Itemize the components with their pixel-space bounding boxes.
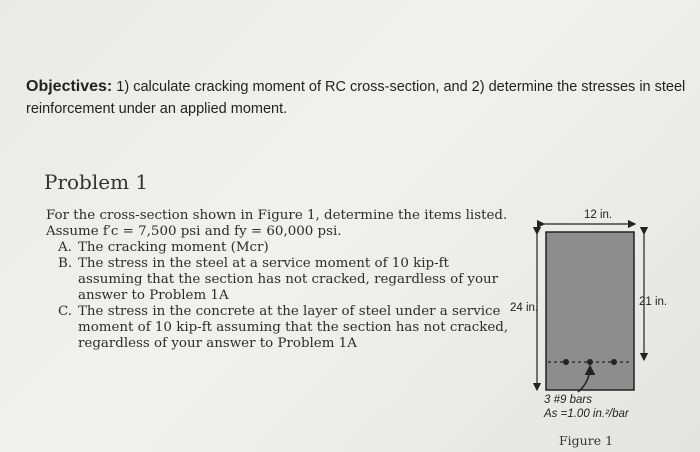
item-text: The stress in the concrete at the layer of steel under a service moment of 10 kip-ft assuming that the section has not cracked, regardless of your answer to Problem 1A bbox=[78, 304, 509, 351]
item-letter: C. bbox=[58, 304, 73, 319]
rebar-1 bbox=[563, 359, 569, 365]
objectives-paragraph bbox=[26, 76, 691, 120]
figure-1 bbox=[500, 200, 700, 452]
problem-item-a bbox=[58, 240, 516, 256]
item-letter: A. bbox=[58, 240, 72, 255]
bars-label: 3 #9 bars bbox=[544, 394, 592, 406]
problem-intro-line-2: Assume f′c = 7,500 psi and fy = 60,000 psi. bbox=[46, 224, 342, 239]
objectives-text: 1) calculate cracking moment of RC cross-section, and 2) determine the stresses in steel reinforcement under an applied moment. bbox=[26, 79, 686, 117]
height-label: 24 in. bbox=[510, 302, 539, 314]
rebar-2 bbox=[587, 359, 593, 365]
item-letter: B. bbox=[58, 256, 73, 271]
rebar-3 bbox=[611, 359, 617, 365]
problem-statement bbox=[46, 208, 516, 352]
problem-item-c bbox=[58, 304, 516, 352]
problem-title: Problem 1 bbox=[44, 170, 149, 194]
item-text: The stress in the steel at a service moment of 10 kip-ft assuming that the section has not cracked, regardless of your answer to Problem 1A bbox=[78, 256, 499, 303]
depth-label: 21 in. bbox=[639, 296, 668, 308]
problem-intro-line-1: For the cross-section shown in Figure 1, determine the items listed. bbox=[46, 208, 508, 223]
figure-caption: Figure 1 bbox=[559, 433, 614, 448]
item-text: The cracking moment (Mcr) bbox=[78, 240, 269, 255]
area-label: As =1.00 in.²/bar bbox=[544, 408, 629, 420]
objectives-heading: Objectives: bbox=[26, 78, 113, 95]
problem-item-b bbox=[58, 256, 516, 304]
width-label: 12 in. bbox=[584, 209, 613, 221]
